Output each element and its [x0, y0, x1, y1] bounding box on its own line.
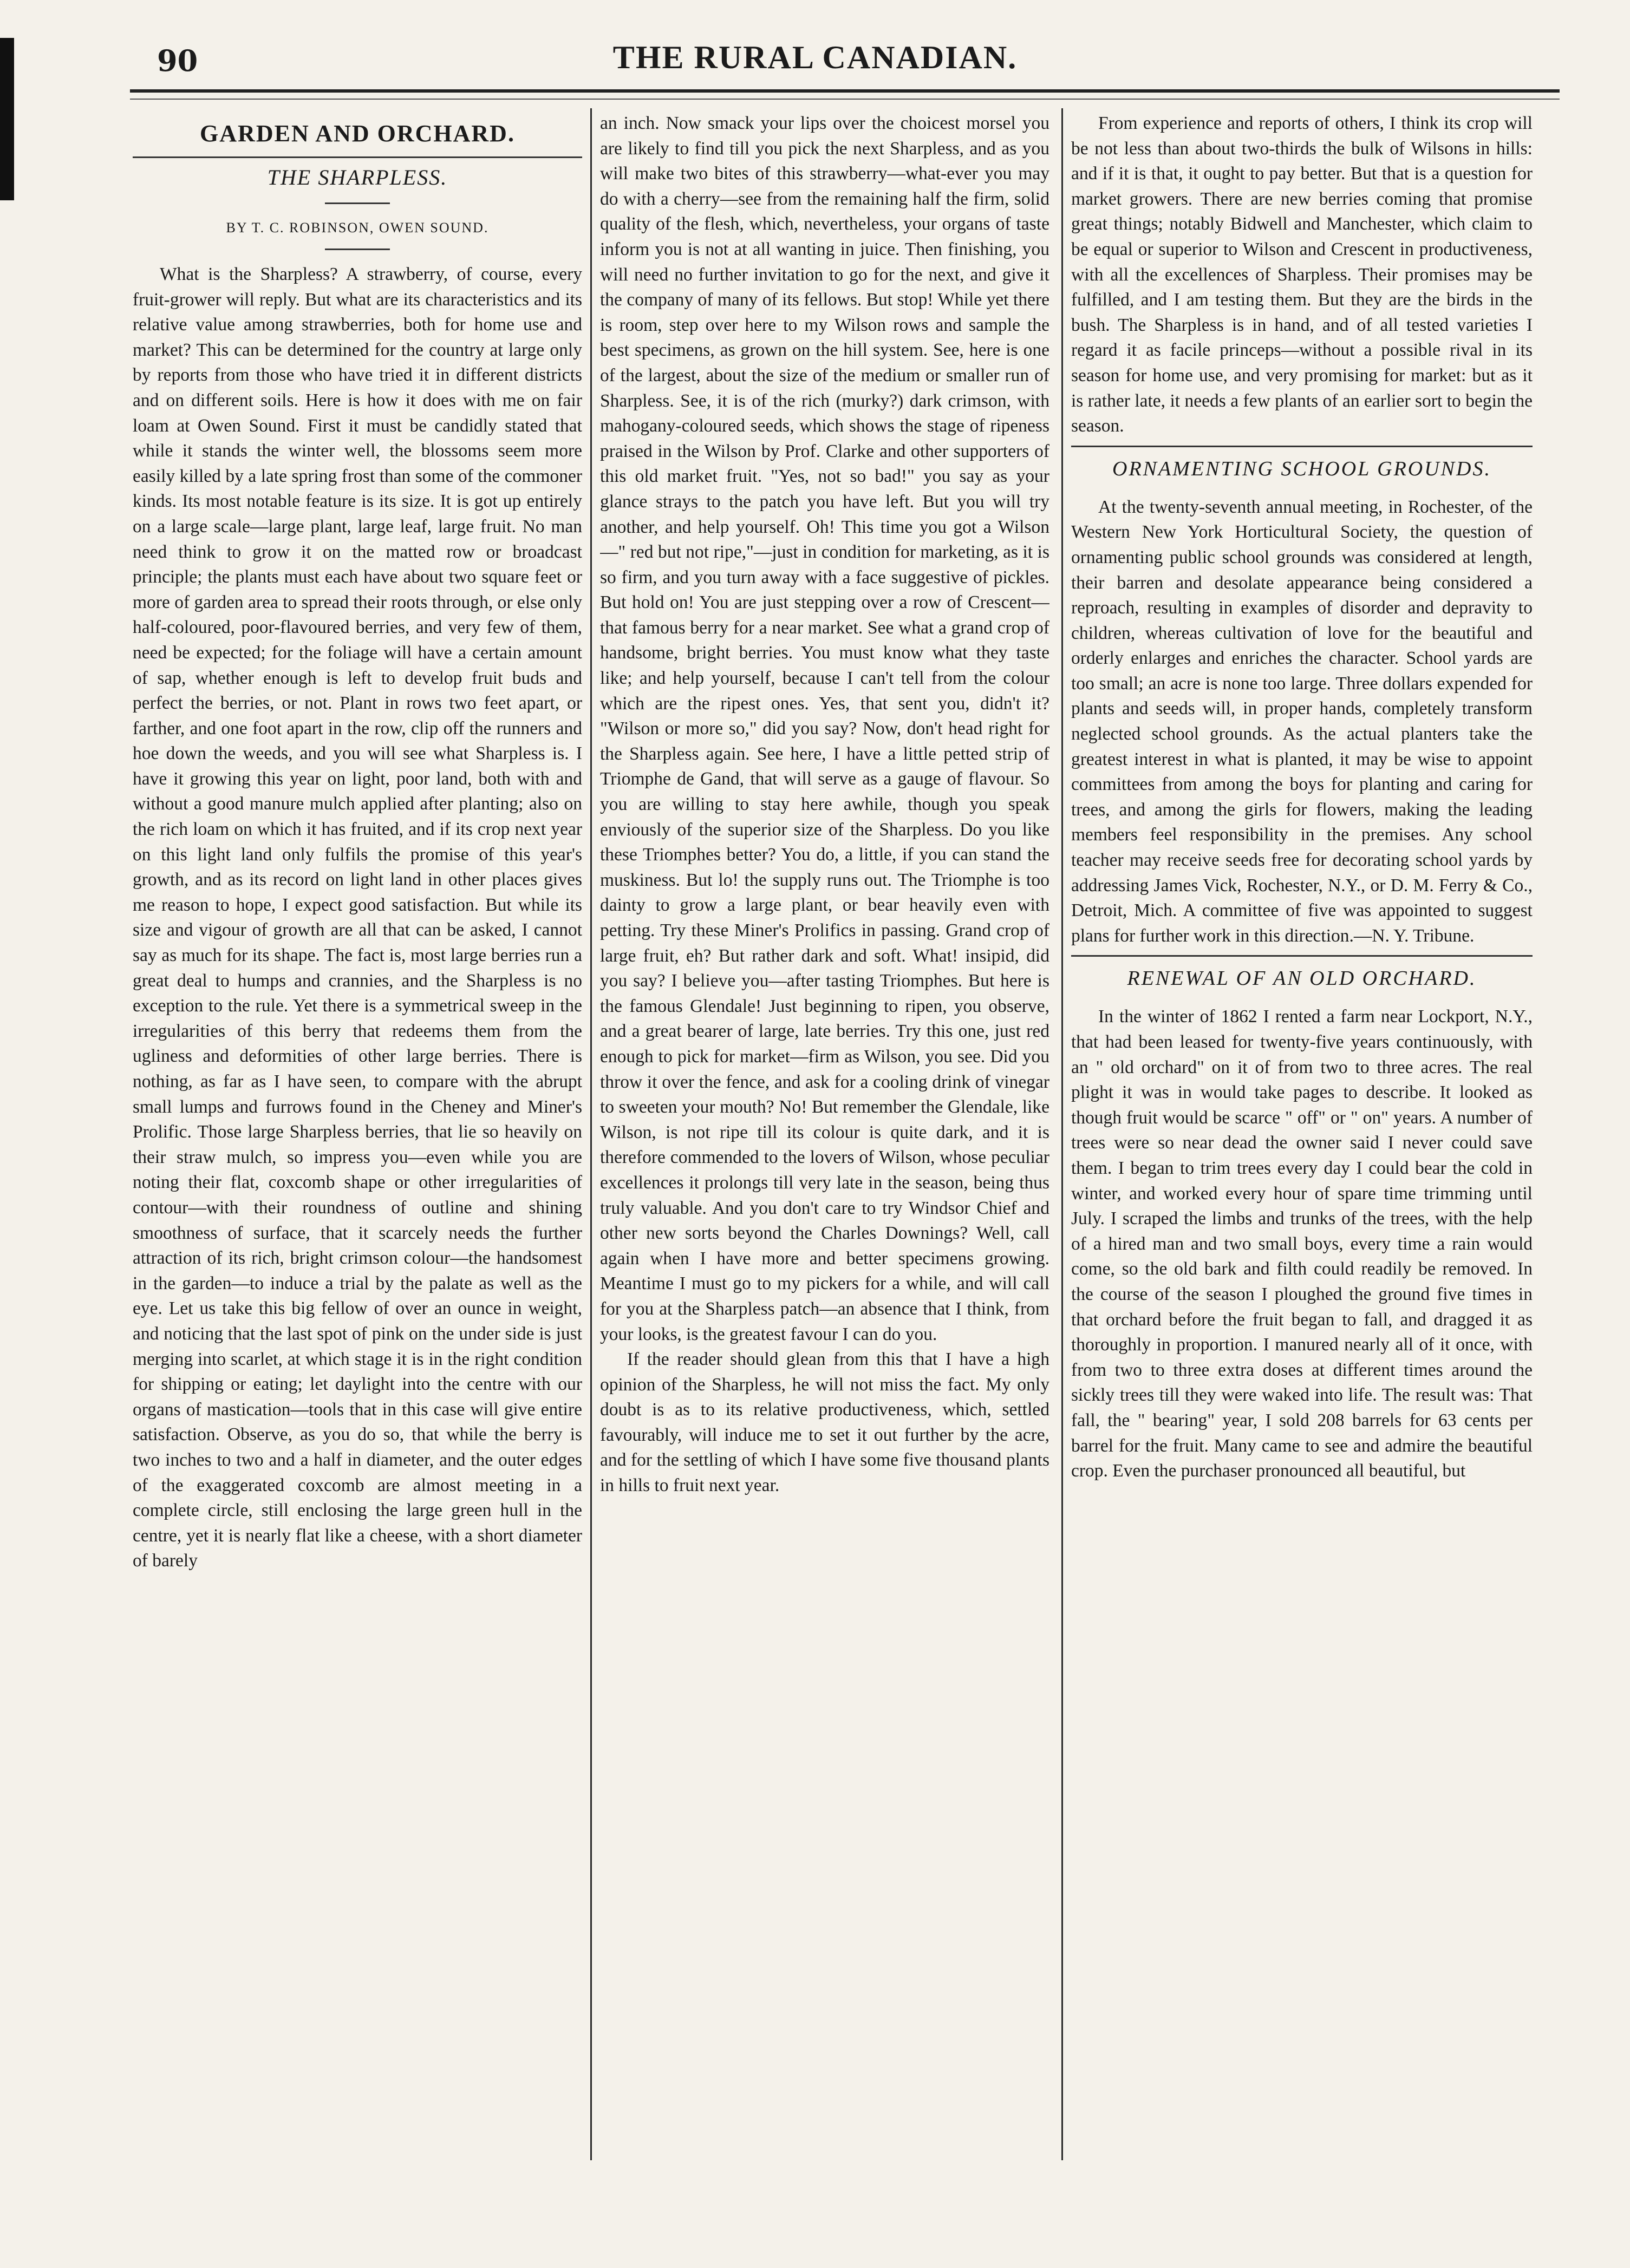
section-title: GARDEN AND ORCHARD.: [200, 120, 515, 147]
header-rule-thick: [130, 89, 1560, 93]
article-paragraph: What is the Sharpless? A strawberry, of course, every fruit-grower will reply. But what are its characteristics and its relative value among strawberries, both for home use and market? This can be determined for the country at large only by reports from those who have tried it in different districts and on different soils. Here is how it does with me on fair loam at Owen Sound. First it must be candidly stated that while it stands the winter well, the blossoms seem more easily killed by a late spring frost than some of the commoner kinds. Its most notable feature is its size. It is got up entirely on a large scale—large plant, large leaf, large fruit. No man need think to grow it on the matted row or broadcast principle; the plants must each have about two square feet or more of garden area to spread their roots through, or else only half-coloured, poor-flavoured berries, and very few of them, need be expected; for the foliage will have a certain amount of sap, whether enough is left to develop fruit buds and perfect the berries, or not. Plant in rows two feet apart, or farther, and one foot apart in the row, clip off the runners and hoe down the weeds, and you will see what Sharpless is. I have it growing this year on light, poor land, both with and without a good manure mulch applied after planting; also on the rich loam on which it has fruited, and if its crop next year on this light land only fulfils the promise of this year's growth, and as its record on light land in other places gives me reason to hope, I expect good satisfaction. But while its size and vigour of growth are all that can be asked, I cannot say as much for its shape. The fact is, most large berries run a great deal to humps and crannies, and the Sharpless is no exception to the rule. Yet there is a symmetrical sweep in the irregularities of this berry that redeems them from the ugliness and deformities of other large berries. There is nothing, as far as I have seen, to compare with the abrupt small lumps and furrows found in the Cheney and Miner's Prolific. Those large Sharpless berries, that lie so heavily on their straw mulch, so impress you—even while you are noting their flat, coxcomb shape or other irregularities of contour—with their roundness of outline and shining smoothness of surface, that it scarcely needs the further attraction of its rich, bright crimson colour—the handsomest in the garden—to induce a trial by the palate as well as the eye. Let us take this big fellow of over an ounce in weight, and noticing that the last spot of pink on the under side is just merging into scarlet, at which stage it is in the right condition for shipping or eating; let daylight into the centre with our organs of mastication—tools that in this case will give entire satisfaction. Observe, as you do so, that while the berry is two inches to two and a half in diameter, and the outer edges of the exaggerated coxcomb are almost meeting in a complete circle, still enclosing the large green hull in the centre, yet it is nearly flat like a cheese, with a short diameter of barely: [133, 264, 582, 1571]
title-rule: [325, 202, 390, 204]
article-paragraph: At the twenty-seventh annual meeting, in Rochester, of the Western New York Horticultural Society, the question of ornamenting public school grounds was considered at length, their barren and desolate appearance being considered a reproach, resulting in examples of disorder and depravity to children, whereas cultivation of love for the beautiful and orderly enlarges and enriches the character. School yards are too small; an acre is none too large. Three dollars expended for plants and seeds will, in proper hands, completely transform neglected school grounds. As the actual planters take the greatest interest in what is planted, it may be wise to appoint committees from among the boys for planting and caring for trees, and among the girls for flowers, making the leading members feel responsibility in the premises. Any school teacher may receive seeds free for decorating school yards by addressing James Vick, Rochester, N.Y., or D. M. Ferry & Co., Detroit, Mich. A committee of five was appointed to suggest plans for further work in this direction.—N. Y. Tribune.: [1071, 496, 1533, 946]
article-byline: BY T. C. ROBINSON, OWEN SOUND.: [226, 220, 489, 236]
publication-title: THE RURAL CANADIAN.: [612, 40, 1018, 75]
page-number: 90: [157, 43, 198, 78]
column-1: [133, 111, 582, 2158]
article-separator-rule: [1071, 446, 1533, 447]
article-paragraph: an inch. Now smack your lips over the choicest morsel you are likely to find till you pick the next Sharpless, and as you will make two bites of this strawberry—what-ever you may do with a cherry—see from the remaining half the firm, solid quality of the flesh, which, nevertheless, your organs of taste inform you is not at all wanting in juice. Then finishing, you will need no further invitation to go for the next, and give it the company of many of its fellows. But stop! While yet there is room, step over here to my Wilson rows and sample the best specimens, as grown on the hill system. See, here is one of the largest, about the size of the medium or smaller run of Sharpless. See, it is of the rich (murky?) dark crimson, with mahogany-coloured seeds, which shows the stage of ripeness praised in the Wilson by Prof. Clarke and other supporters of this old market fruit. "Yes, not so bad!" you say as your glance strays to the patch you have left. But you will try another, and help yourself. Oh! This time you got a Wilson —" red but not ripe,"—just in condition for marketing, as it is so firm, and you turn away with a face suggestive of pickles. But hold on! You are just stepping over a row of Crescent—that famous berry for a near market. See what a grand crop of handsome, bright berries. You must know what they taste like; and help yourself, because I can't tell from the colour which are the ripest ones. Yes, that sent you, didn't it? "Wilson or more so," did you say? Now, don't head right for the Sharpless again. See here, I have a little petted strip of Triomphe de Gand, that will serve as a gauge of flavour. So you are willing to stay here awhile, though you speak enviously of the superior size of the Sharpless. Do you like these Triomphes better? You do, a little, if you can stand the muskiness. But lo! the supply runs out. The Triomphe is too dainty to grow a large plant, or bear heavily even with petting. Try these Miner's Prolifics in passing. Grand crop of large fruit, eh? But rather dark and soft. What! insipid, did you say? I believe you—after tasting Triomphes. But here is the famous Glendale! Just beginning to ripen, you observe, and a great bearer of large, late berries. Try this one, just red enough to pick for market—firm as Wilson, you see. Did you throw it over the fence, and ask for a cooling drink of vinegar to sweeten your mouth? No! But remember the Glendale, like Wilson, is not ripe till its colour is quite dark, and it is therefore commended to the lovers of Wilson, whose peculiar excellences it prolongs till very late in the season, being thus truly valuable. And you don't care to try Windsor Chief and other new sorts beyond the Charles Downings? Well, call again when I have more and better specimens growing. Meantime I must go to my pickers for a while, and will call for you at the Sharpless patch—an absence that I think, from your looks, is the greatest favour I can do you.: [600, 113, 1049, 1344]
column-divider-1: [590, 108, 592, 2160]
school-grounds-heading: ORNAMENTING SCHOOL GROUNDS.: [1112, 457, 1491, 480]
column-2: [600, 111, 1049, 2158]
article-paragraph: In the winter of 1862 I rented a farm near Lockport, N.Y., that had been leased for twenty-five years continuously, with an " old orchard" on it of from two to three acres. The real plight it was in would take pages to describe. It looked as though fruit would be scarce " off" or " on" years. A number of trees were so near dead the owner said I never could save them. I began to trim trees every day I could bear the cold in winter, and worked every hour of spare time trimming until July. I scraped the limbs and trunks of the trees, with the help of a hired man and two small boys, every time a rain would come, so the old bark and filth could readily be removed. In the course of the season I ploughed the ground five times in that orchard before the fruit began to fall, and dragged it as thoroughly in proportion. I manured nearly all of it once, with from two to three extra doses at different times around the sickly trees till they were waked into life. The result was: That fall, the " bearing" year, I sold 208 barrels for 63 cents per barrel for the fruit. Many came to see and admire the beautiful crop. Even the purchaser pronounced all beautiful, but: [1071, 1006, 1533, 1481]
section-title-rule: [133, 156, 582, 158]
article-separator-rule: [1071, 955, 1533, 957]
byline-rule: [325, 249, 390, 250]
old-orchard-heading: RENEWAL OF AN OLD ORCHARD.: [1127, 967, 1477, 990]
column-divider-2: [1061, 108, 1063, 2160]
article-paragraph: If the reader should glean from this that I have a high opinion of the Sharpless, he will not miss the fact. My only doubt is as to its relative productiveness, which, settled favourably, will induce me to set it out further by the acre, and for the settling of which I have some five thousand plants in hills to fruit next year.: [600, 1349, 1049, 1496]
header-rule-thin: [130, 99, 1560, 100]
column-3: [1071, 111, 1533, 2158]
article-paragraph: From experience and reports of others, I think its crop will be not less than about two-thirds the bulk of Wilsons in hills: and if it is that, it ought to pay better. But that is a question for market growers. There are new berries coming that promise great things; notably Bidwell and Manchester, which claim to be equal or superior to Wilson and Crescent in productiveness, with all the excellences of Sharpless. Their promises may be fulfilled, and I am testing them. But they are the birds in the bush. The Sharpless is in hand, and of all tested varieties I regard it as facile princeps—without a possible rival in its season for home use, and very promising for market: but as it is rather late, it needs a few plants of an earlier sort to begin the season.: [1071, 113, 1533, 436]
article-title: THE SHARPLESS.: [267, 165, 448, 189]
